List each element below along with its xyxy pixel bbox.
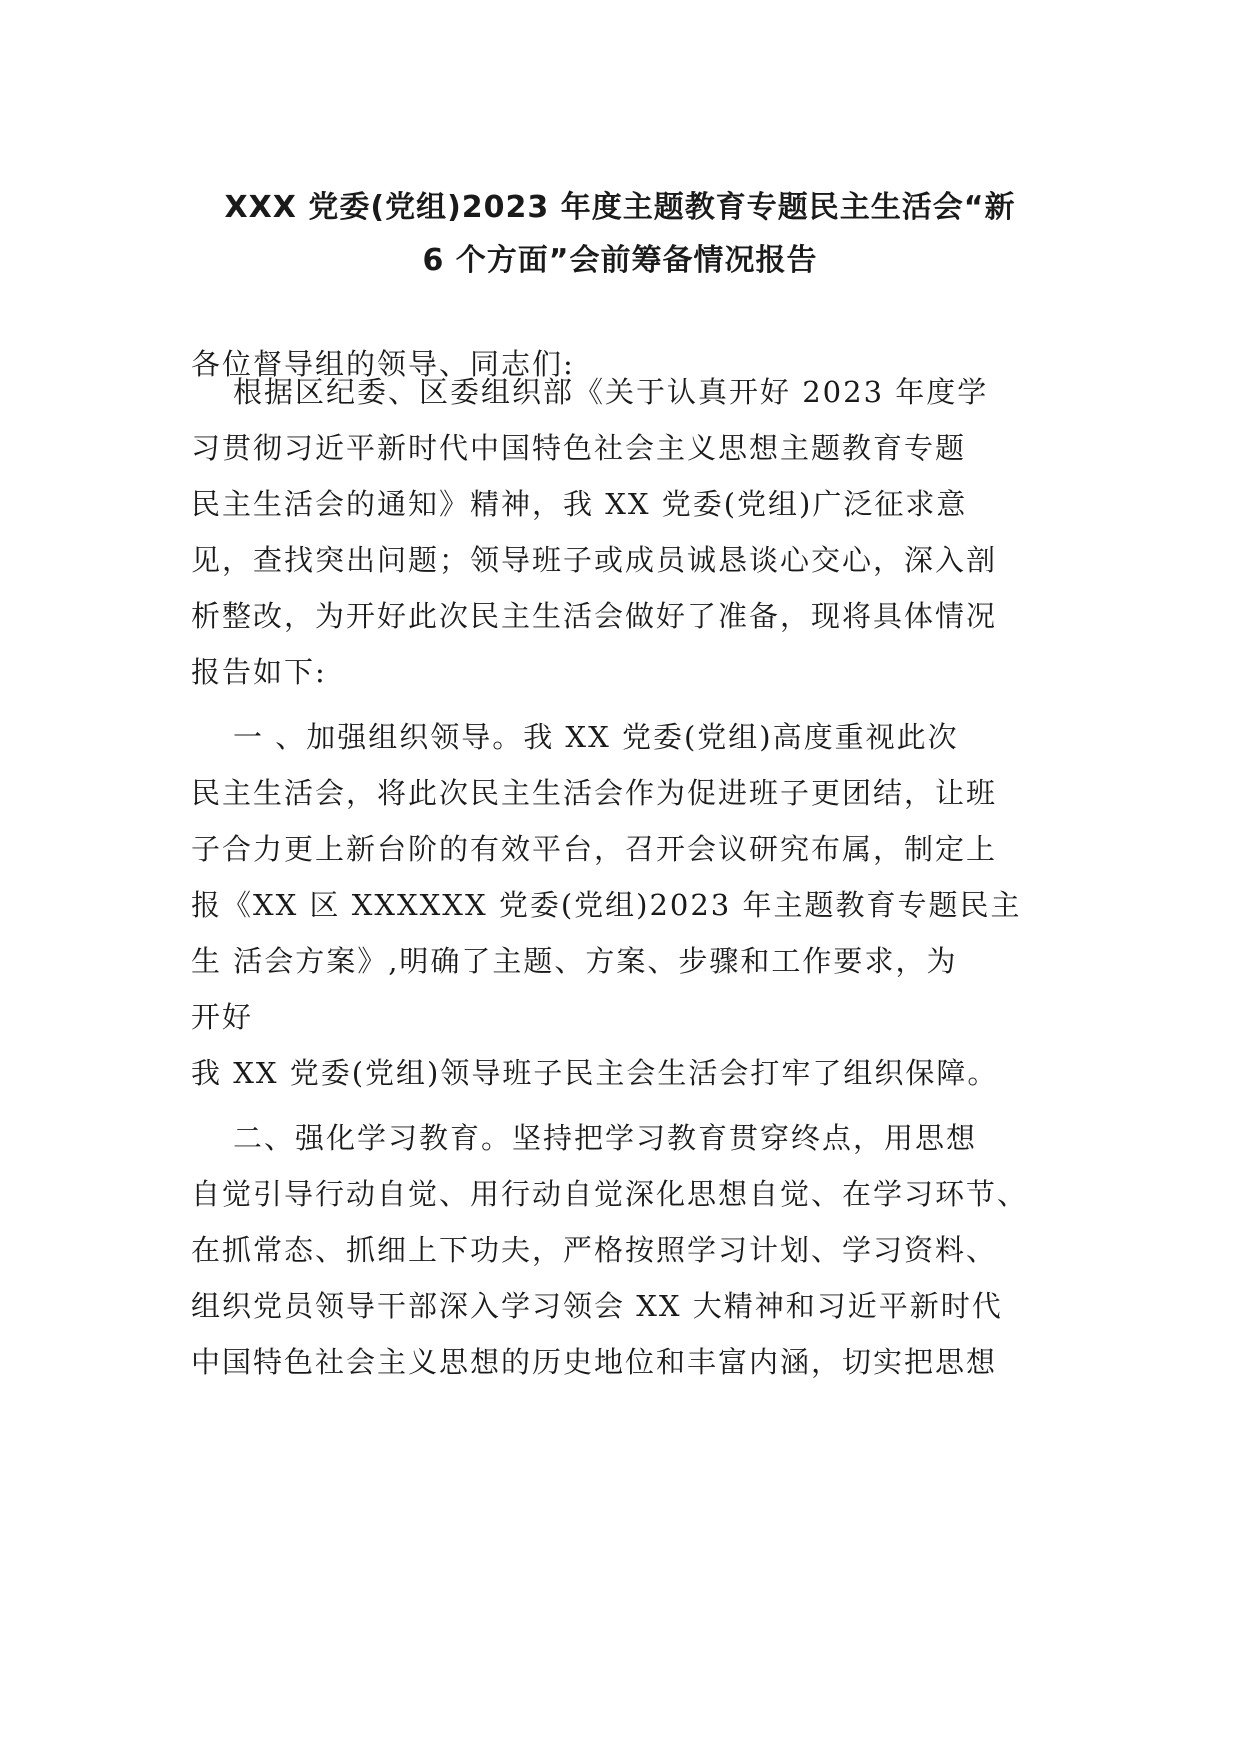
document-title-line-1: XXX 党委(党组)2023 年度主题教育专题民主生活会“新 — [224, 190, 1016, 225]
body-line: 见，查找突出问题；领导班子或成员诚恳谈心交心，深入剖 — [191, 543, 998, 577]
section-heading-line: 一 、加强组织领导。我 XX 党委(党组)高度重视此次 — [233, 720, 959, 754]
body-line: 生 活会方案》,明确了主题、方案、步骤和工作要求，为 — [191, 944, 958, 978]
body-line: 根据区纪委、区委组织部《关于认真开好 2023 年度学 — [233, 375, 989, 409]
body-line: 民主生活会，将此次民主生活会作为促进班子更团结，让班 — [191, 776, 998, 810]
document-title-line-2: 6 个方面”会前筹备情况报告 — [422, 243, 818, 278]
body-line: 报告如下: — [191, 655, 327, 689]
body-line: 在抓常态、抓细上下功夫，严格按照学习计划、学习资料、 — [191, 1233, 998, 1267]
body-line: 开好 — [191, 1000, 254, 1034]
body-line: 子合力更上新台阶的有效平台，召开会议研究布属，制定上 — [191, 832, 998, 866]
body-line: 报《XX 区 XXXXXX 党委(党组)2023 年主题教育专题民主 — [191, 888, 1022, 922]
body-line: 民主生活会的通知》精神，我 XX 党委(党组)广泛征求意 — [191, 487, 968, 521]
body-line: 我 XX 党委(党组)领导班子民主会生活会打牢了组织保障。 — [191, 1056, 999, 1090]
salutation: 各位督导组的领导、同志们: — [191, 347, 575, 381]
body-line: 习贯彻习近平新时代中国特色社会主义思想主题教育专题 — [191, 431, 967, 465]
section-heading-line: 二、强化学习教育。坚持把学习教育贯穿终点，用思想 — [233, 1121, 978, 1155]
body-line: 自觉引导行动自觉、用行动自觉深化思想自觉、在学习环节、 — [191, 1177, 1029, 1211]
body-line: 中国特色社会主义思想的历史地位和丰富内涵，切实把思想 — [191, 1345, 998, 1379]
body-line: 组织党员领导干部深入学习领会 XX 大精神和习近平新时代 — [191, 1289, 1003, 1323]
body-line: 析整改，为开好此次民主生活会做好了准备，现将具体情况 — [191, 599, 998, 633]
